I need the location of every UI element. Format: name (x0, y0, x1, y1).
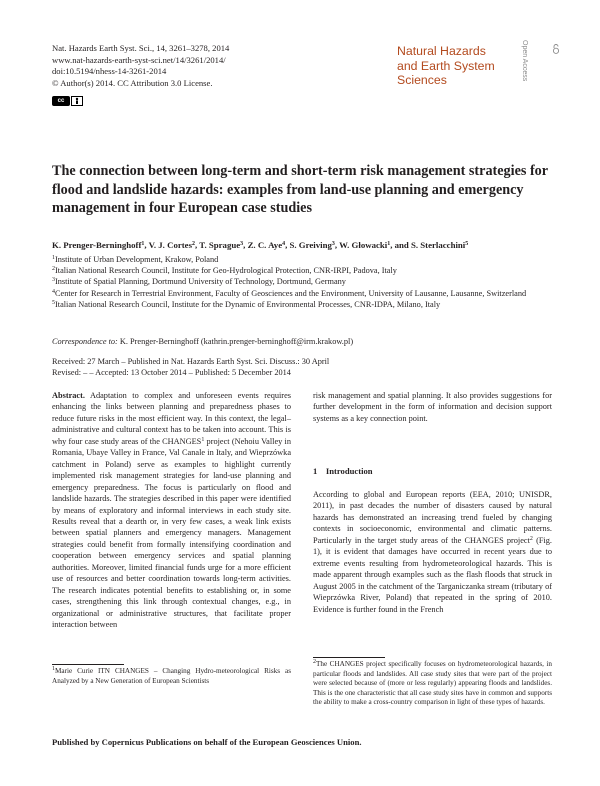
introduction-text (313, 489, 552, 615)
footnote-divider (52, 664, 124, 665)
abstract-text-cont: project (Nehoiu Valley in Romania, Ubaye Valley in France, Val Canale in Italy, and Wieprzówka catchment in Poland) serve as examples to highlight currently implemented risk management strategies for land-use planning and emergency preparedness. The focus is particularly on flood and landslide hazards. The strategies described in this paper were identified by means of exploratory and informal interviews in each study site. Results reveal that a dearth or, in very few cases, a weak link exists between spatial planners and emergency managers. Management strategies could benefit from formally intensifying coordination and cooperation between emergency services and spatial planning authorities. Moreover, limited financial funds urge for a more efficient use of resources and better coordination towards long-term activities. The research indicates potential benefits to establishing or, in some cases, strengthening this link through contextual changes, e.g., in organizational or administrative structures, that facilitate proper interaction between (52, 436, 291, 630)
paper-title: The connection between long-term and short-term risk management strategies for flood and landslide hazards: examples from land-use planning and emergency management in four European case studies (52, 163, 548, 217)
article-url[interactable]: www.nat-hazards-earth-syst-sci.net/14/3261/2014/ (52, 54, 226, 65)
affiliation: $^3$Institute of Spatial Planning, Dortmund University of Technology, Dortmund, Germany (52, 277, 346, 287)
revised-line: Revised: – – Accepted: 13 October 2014 – Published: 5 December 2014 (52, 368, 291, 377)
author: V. J. Cortes (148, 240, 192, 250)
author: T. Sprague (199, 240, 241, 250)
footnote-divider (313, 657, 385, 658)
journal-name-line-1: Natural Hazards (397, 44, 486, 58)
copyright-line: © Author(s) 2014. CC Attribution 3.0 License. (52, 77, 213, 88)
affiliations (52, 254, 552, 310)
author: Z. C. Aye (247, 240, 283, 250)
intro-text-a: According to global and European reports (EEA, 2010; UNISDR, 2011), in past decades the number of disasters caused by natural hazards has demonstrated an increasing trend fueled by changing contexts in socioeconomic, environmental and climatic patterns. Particularly in the target study areas of the CHANGES project (313, 490, 552, 545)
abstract (52, 390, 291, 631)
publisher-footer: Published by Copernicus Publications on behalf of the European Geosciences Union. (52, 737, 362, 747)
cc-by-icon (71, 96, 83, 106)
correspondence-label: Correspondence to: (52, 337, 118, 346)
citation-header (52, 43, 229, 89)
received-line: Received: 27 March – Published in Nat. Hazards Earth Syst. Sci. Discuss.: 30 April (52, 357, 330, 366)
footnote-1: $^1$Marie Curie ITN CHANGES – Changing Hydro-meteorological Risks as Analyzed by a New Generation of European Scientists (52, 666, 291, 685)
correspondence-email[interactable]: K. Prenger-Berninghoff (kathrin.prenger-berninghoff@irm.krakow.pl) (119, 337, 354, 346)
affiliation: $^5$Italian National Research Council, Institute for the Dynamic of Environmental Processes, CNR-IDPA, Milano, Italy (52, 299, 441, 309)
intro-text-b: (Fig. 1), it is evident that damages have occurred in recent years due to extreme events resulting from hydrometeorological hazards. This is made apparent through examples such as the flash floods that struck in August 2005 in the catchment of the Targaniczanka stream (tributary of Wieprzówka River, Poland) that repeated in the spring of 2010. Evidence is further found in the French (313, 535, 552, 614)
author: W. Głowacki (339, 240, 388, 250)
footnote-mark[interactable]: 1 (201, 436, 205, 443)
person-icon (72, 97, 82, 105)
article-doi[interactable]: doi:10.5194/nhess-14-3261-2014 (52, 66, 167, 77)
open-access-label: Open Access (521, 40, 528, 82)
abstract-continued: risk management and spatial planning. It also provides suggestions for further development in the form of information and decision support systems as a key connection point. (313, 391, 552, 423)
affiliation: $^1$Institute of Urban Development, Krakow, Poland (52, 255, 219, 264)
journal-logo (397, 44, 519, 88)
author: S. Greiving (289, 240, 332, 250)
journal-name-line-2: and Earth System (397, 58, 495, 73)
correspondence (52, 337, 353, 346)
journal-name-line-3: Sciences (397, 73, 447, 88)
abstract-text: Adaptation to complex and unforeseen events requires enhancing the links between planning and preparedness phases to reduce future risks in the most efficient way. In this context, the legal–administrative and cultural context has to be taken into account. This is why four case study areas of the CHANGES (52, 391, 291, 446)
cc-license-icon: cc (52, 96, 70, 106)
abstract-label: Abstract. (52, 391, 85, 400)
footnote-2: $^2$The CHANGES project specifically focuses on hydrometeorological hazards, in particular floods and landslides. All case study sites that were part of the project were selected because of (more or less regularly) appearing floods and landslides. This is the one characteristic that all case study sites have in common and supports the ability to make a cross-country comparison in light of these types of hazards. (313, 659, 552, 706)
footnote-mark[interactable]: 2 (529, 535, 533, 542)
author: K. Prenger-Berninghoff (52, 240, 142, 250)
author: S. Sterlacchini (411, 240, 466, 250)
open-access-lock-icon (552, 44, 560, 54)
section-heading-introduction: 1 Introduction (313, 466, 373, 476)
affiliation: $^4$Center for Research in Terrestrial Environment, Faculty of Geosciences and the Environment, University of Lausanne, Lausanne, Switzerland (52, 288, 527, 298)
publication-dates (52, 356, 329, 378)
author-list: K. Prenger-Berninghoff$^1$, V. J. Cortes$^2$, T. Sprague$^3$, Z. C. Aye$^4$, S. Greiving$^3$, W. Głowacki$^1$, and S. Sterlacchini$^5$ (52, 240, 469, 250)
affiliation: $^2$Italian National Research Council, Institute for Geo-Hydrological Protection, CNR-IRPI, Padova, Italy (52, 266, 397, 276)
journal-citation: Nat. Hazards Earth Syst. Sci., 14, 3261–3278, 2014 (52, 43, 230, 53)
